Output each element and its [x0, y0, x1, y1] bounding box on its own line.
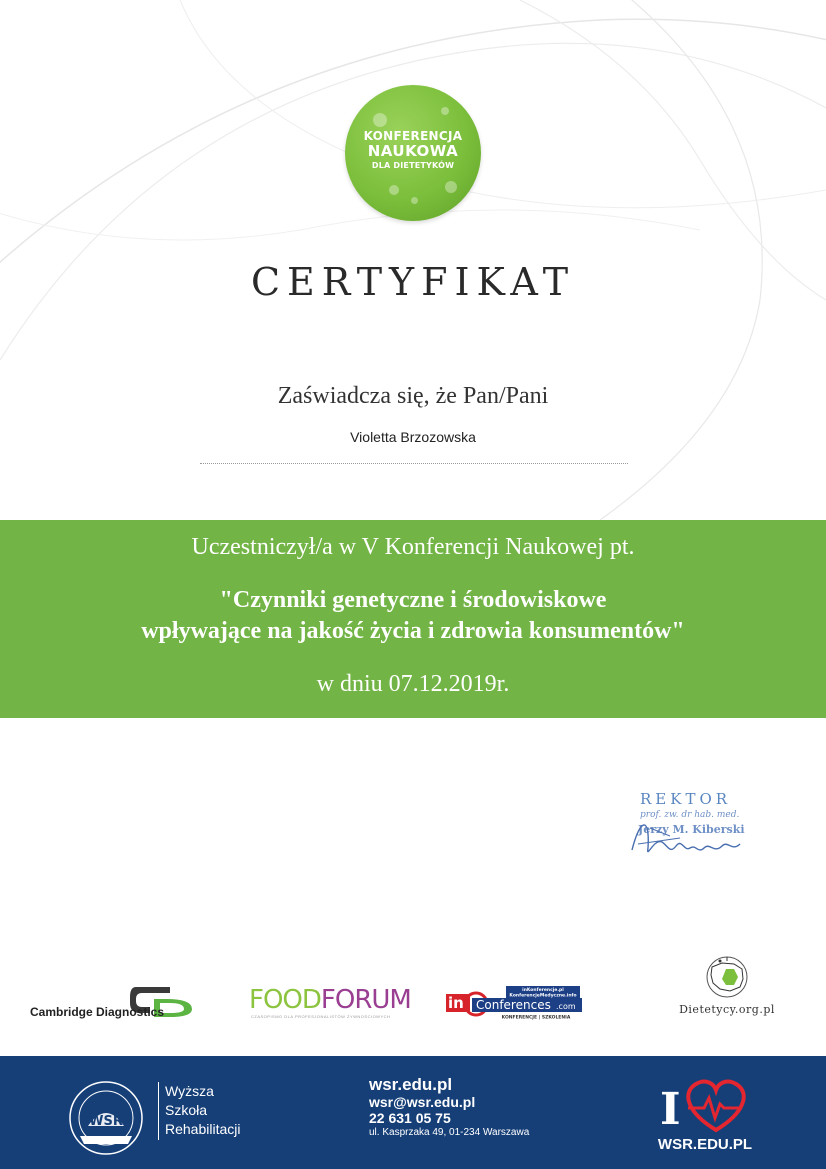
conference-topic-line-2: wpływające na jakość życia i zdrowia konsumentów" — [141, 618, 685, 644]
ic-sub: KONFERENCJE | SZKOLENIA — [501, 1015, 571, 1020]
ic-main: Conferences — [476, 998, 551, 1012]
participation-band — [0, 520, 826, 718]
cambridge-diagnostics-logo — [30, 985, 200, 1025]
foodforum-wordmark — [249, 985, 411, 1015]
foodforum-forum: FORUM — [320, 985, 411, 1015]
ic-top-line-2: KonferencjeMedyczne.info — [509, 993, 577, 999]
certificate-title: CERTYFIKAT — [250, 260, 576, 304]
signature — [610, 798, 780, 868]
badge-line-1: KONFERENCJA — [363, 129, 463, 143]
foodforum-logo — [249, 985, 411, 1021]
conference-topic-line-1: "Czynniki genetyczne i środowiskowe — [219, 587, 607, 613]
inconferences-mark-icon — [446, 986, 582, 1020]
participant-name: Violetta Brzozowska — [350, 429, 476, 445]
badge-dot — [411, 197, 418, 204]
certifies-text: Zaświadcza się, że Pan/Pani — [277, 383, 549, 409]
badge-dot — [441, 107, 449, 115]
ic-com: .com — [556, 1002, 576, 1011]
stamp-title: REKTOR — [640, 790, 732, 808]
conference-date: w dniu 07.12.2019r. — [316, 671, 510, 697]
badge-dot — [373, 113, 387, 127]
seal-divider — [158, 1082, 159, 1140]
wsr-site-label[interactable]: WSR.EDU.PL — [657, 1136, 753, 1153]
participated-text: Uczestniczył/a w V Konferencji Naukowej pt. — [191, 534, 635, 560]
foodforum-subtitle: CZASOPISMO DLA PROFESJONALISTÓW ŻYWNOŚCIOWYCH — [251, 1014, 391, 1019]
school-line-1: Wyższa — [165, 1083, 214, 1099]
cambridge-label: Cambridge Diagnostics — [30, 1005, 165, 1019]
name-dotted-line — [200, 459, 628, 464]
poland-map-icon — [668, 955, 786, 1005]
stamp-degree: prof. zw. dr hab. med. — [640, 810, 740, 820]
website-link[interactable]: wsr.edu.pl — [369, 1075, 453, 1094]
badge-line-2: NAUKOWA — [367, 142, 459, 160]
foodforum-food: FOOD — [249, 985, 321, 1015]
badge-line-3: DLA DIETETYKÓW — [371, 161, 455, 170]
inconferences-logo — [446, 986, 582, 1020]
school-name — [165, 1082, 240, 1139]
dietetycy-label: Dietetycy.org.pl — [679, 1003, 775, 1016]
conference-logo-badge — [345, 85, 481, 221]
badge-dot — [445, 181, 457, 193]
love-letter: I — [660, 1084, 681, 1134]
dietetycy-logo — [668, 955, 786, 1021]
stamp-name: Jerzy M. Kiberski — [638, 823, 745, 836]
seal-text: WSR — [89, 1114, 123, 1129]
phone-number: 22 631 05 75 — [369, 1110, 451, 1126]
i-love-wsr-icon — [656, 1074, 756, 1134]
contact-info — [369, 1076, 529, 1140]
email-link[interactable]: wsr@wsr.edu.pl — [369, 1094, 476, 1110]
footer-bar — [0, 1056, 826, 1169]
school-line-3: Rehabilitacji — [165, 1121, 241, 1137]
ic-top-line-1: inKonferencje.pl — [522, 988, 564, 993]
school-line-2: Szkoła — [165, 1102, 208, 1118]
wsr-seal-icon — [66, 1078, 146, 1158]
badge-dot — [389, 185, 399, 195]
ic-in: in — [448, 994, 464, 1012]
rector-stamp — [610, 790, 780, 860]
address: ul. Kasprzaka 49, 01-234 Warszawa — [369, 1127, 530, 1138]
